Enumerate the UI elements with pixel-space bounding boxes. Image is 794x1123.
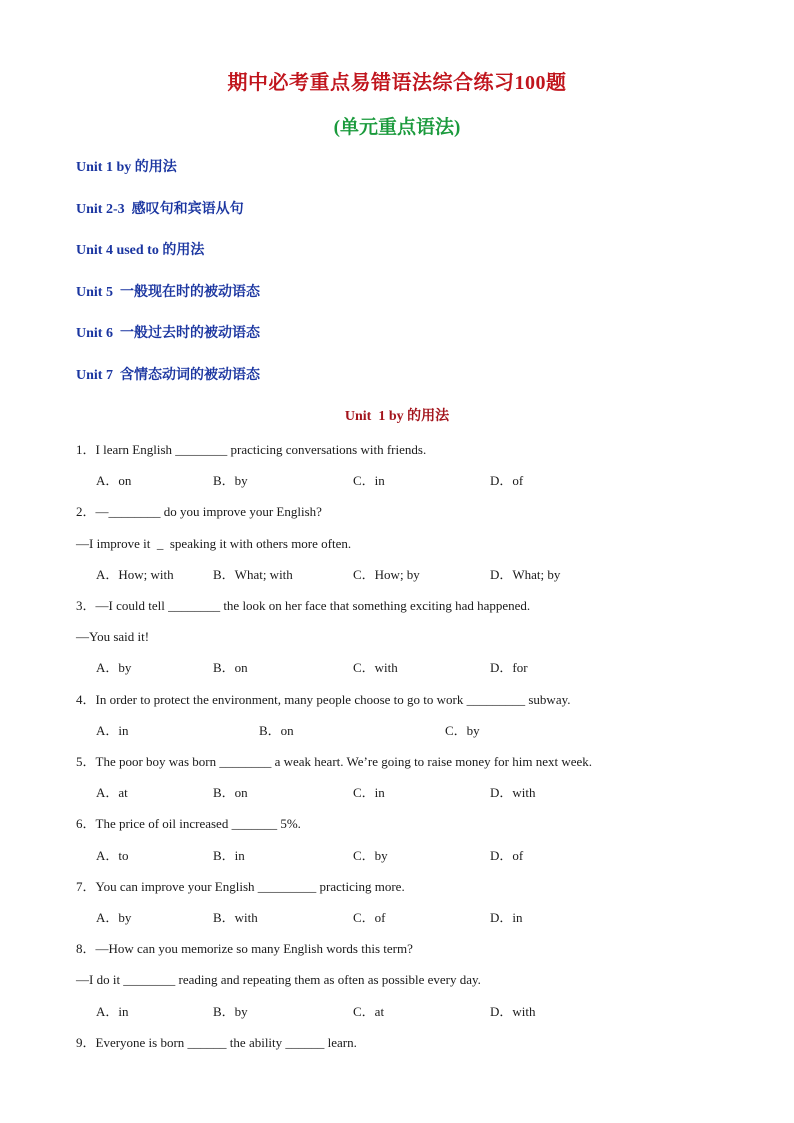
question-3-option-d: D．for — [490, 660, 528, 675]
document-title: 期中必考重点易错语法综合练习100题 — [227, 72, 567, 94]
toc-item-unit-1: Unit 1 by 的用法 — [76, 160, 177, 175]
question-4-option-a: A．in — [96, 723, 129, 738]
question-6-option-c: C．by — [353, 848, 388, 863]
question-2-option-a: A．How; with — [96, 567, 174, 582]
section-heading-unit-1: Unit 1 by 的用法 — [344, 409, 450, 424]
question-5-stem: 5．The poor boy was born ________ a weak heart. We’re going to raise money for him next week. — [76, 754, 593, 769]
question-1-option-c: C．in — [353, 473, 385, 488]
question-1-option-a: A．on — [96, 473, 132, 488]
question-8-option-c: C．at — [353, 1004, 385, 1019]
question-4-option-c: C．by — [445, 723, 480, 738]
question-2-option-d: D．What; by — [490, 567, 561, 582]
question-7-option-d: D．in — [490, 910, 523, 925]
question-5-option-c: C．in — [353, 785, 385, 800]
question-3-option-a: A．by — [96, 660, 132, 675]
question-3-option-c: C．with — [353, 660, 398, 675]
question-9-stem: 9．Everyone is born ______ the ability ______ learn. — [76, 1035, 357, 1050]
question-8-option-b: B．by — [213, 1004, 248, 1019]
question-3-stem: 3．—I could tell ________ the look on her face that something exciting had happened. — [76, 598, 531, 613]
question-3-reply: —You said it! — [76, 629, 150, 644]
question-2-option-b: B．What; with — [213, 567, 293, 582]
question-3-option-b: B．on — [213, 660, 248, 675]
document-subtitle: (单元重点语法) — [333, 117, 461, 138]
question-8-option-d: D．with — [490, 1004, 536, 1019]
toc-item-unit-7: Unit 7 含情态动词的被动语态 — [76, 367, 260, 383]
unit-table-of-contents — [76, 156, 260, 406]
question-6-stem: 6．The price of oil increased _______ 5%. — [76, 816, 301, 831]
question-8-stem: 8．—How can you memorize so many English words this term? — [76, 941, 413, 956]
question-5-option-d: D．with — [490, 785, 536, 800]
question-1-option-d: D．of — [490, 473, 524, 488]
question-5-option-a: A．at — [96, 785, 128, 800]
question-8-reply: —I do it ________ reading and repeating them as often as possible every day. — [76, 972, 481, 987]
question-2-option-c: C．How; by — [353, 567, 420, 582]
question-1-option-b: B．by — [213, 473, 248, 488]
question-7-option-a: A．by — [96, 910, 132, 925]
question-6-option-a: A．to — [96, 848, 129, 863]
question-2-reply: —I improve it _ speaking it with others more often. — [76, 536, 352, 551]
question-2-stem: 2．—________ do you improve your English? — [76, 504, 322, 519]
question-1-stem: 1．I learn English ________ practicing conversations with friends. — [76, 442, 427, 457]
toc-item-unit-6: Unit 6 一般过去时的被动语态 — [76, 326, 260, 342]
question-6-option-d: D．of — [490, 848, 524, 863]
question-4-stem: 4．In order to protect the environment, many people choose to go to work _________ subway. — [76, 692, 571, 707]
question-6-option-b: B．in — [213, 848, 245, 863]
toc-item-unit-2-3: Unit 2-3 感叹句和宾语从句 — [76, 201, 244, 217]
question-7-stem: 7．You can improve your English _________ practicing more. — [76, 879, 405, 894]
question-5-option-b: B．on — [213, 785, 248, 800]
toc-item-unit-4: Unit 4 used to 的用法 — [76, 243, 205, 259]
question-8-option-a: A．in — [96, 1004, 129, 1019]
question-7-option-b: B．with — [213, 910, 258, 925]
toc-item-unit-5: Unit 5 一般现在时的被动语态 — [76, 284, 260, 300]
question-4-option-b: B．on — [259, 723, 294, 738]
question-7-option-c: C．of — [353, 910, 386, 925]
